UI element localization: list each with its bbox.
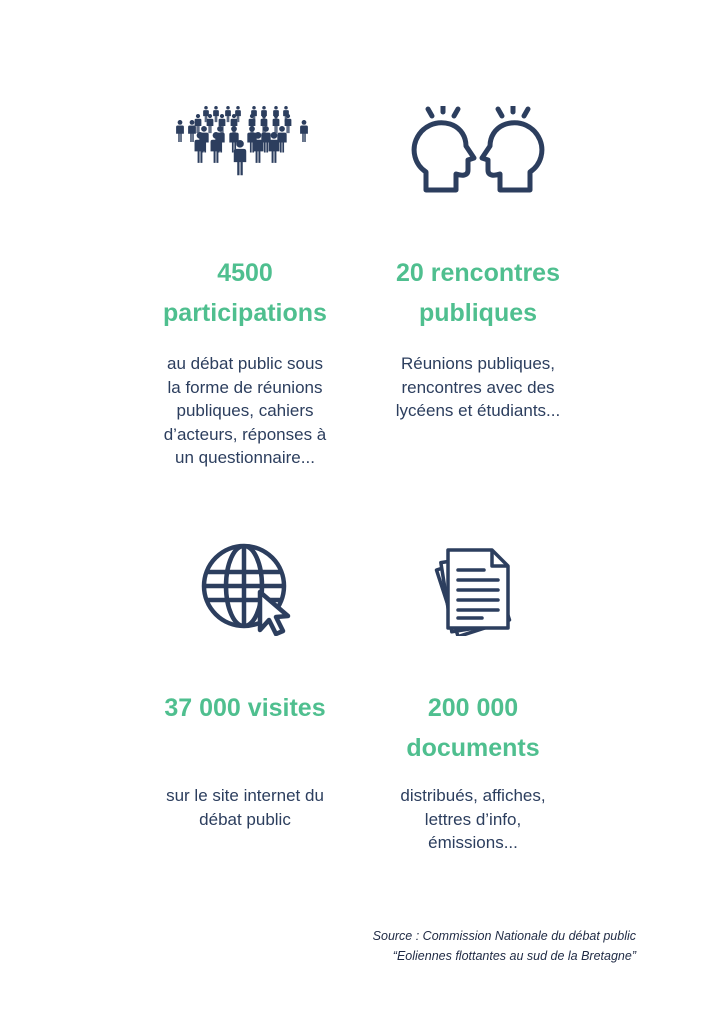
description-line: distribués, affiches,	[400, 786, 546, 805]
visites-stat	[140, 688, 350, 728]
globe-cursor-icon	[200, 542, 300, 636]
stat-line: 4500	[217, 259, 273, 287]
description-line: émissions...	[428, 833, 518, 852]
stat-line: 20 rencontres	[396, 259, 560, 287]
participations-description	[140, 352, 350, 470]
description-line: un questionnaire...	[175, 448, 315, 467]
description-line: la forme de réunions	[167, 377, 323, 397]
description-line: lycéens et étudiants...	[395, 401, 561, 420]
description-line: d’acteurs, réponses à	[163, 424, 327, 444]
description-line: débat public	[199, 809, 291, 829]
rencontres-description	[368, 352, 588, 423]
source-line: Source : Commission Nationale du débat public	[372, 929, 636, 943]
description-line: rencontres avec des	[401, 377, 555, 397]
stat-line: 37 000 visites	[164, 694, 326, 722]
two-heads-talking-icon	[408, 106, 548, 198]
description-line: Réunions publiques,	[400, 354, 556, 373]
description-line: au débat public sous	[167, 354, 323, 373]
participations-stat	[140, 253, 350, 333]
rencontres-stat	[368, 253, 588, 333]
stat-line: publiques	[418, 299, 538, 327]
description-line: publiques, cahiers	[176, 401, 314, 420]
visites-description	[140, 784, 350, 831]
source-note	[373, 926, 636, 966]
stat-line: documents	[406, 734, 540, 762]
stat-line: 200 000	[427, 694, 519, 722]
crowd-icon	[168, 104, 318, 198]
documents-description	[368, 784, 578, 855]
stat-line: participations	[163, 299, 327, 327]
description-line: lettres d’info,	[424, 809, 522, 829]
description-line: sur le site internet du	[166, 786, 324, 805]
documents-stat	[368, 688, 578, 768]
documents-stack-icon	[428, 546, 520, 636]
source-line: “Eoliennes flottantes au sud de la Bretagne”	[392, 949, 636, 963]
